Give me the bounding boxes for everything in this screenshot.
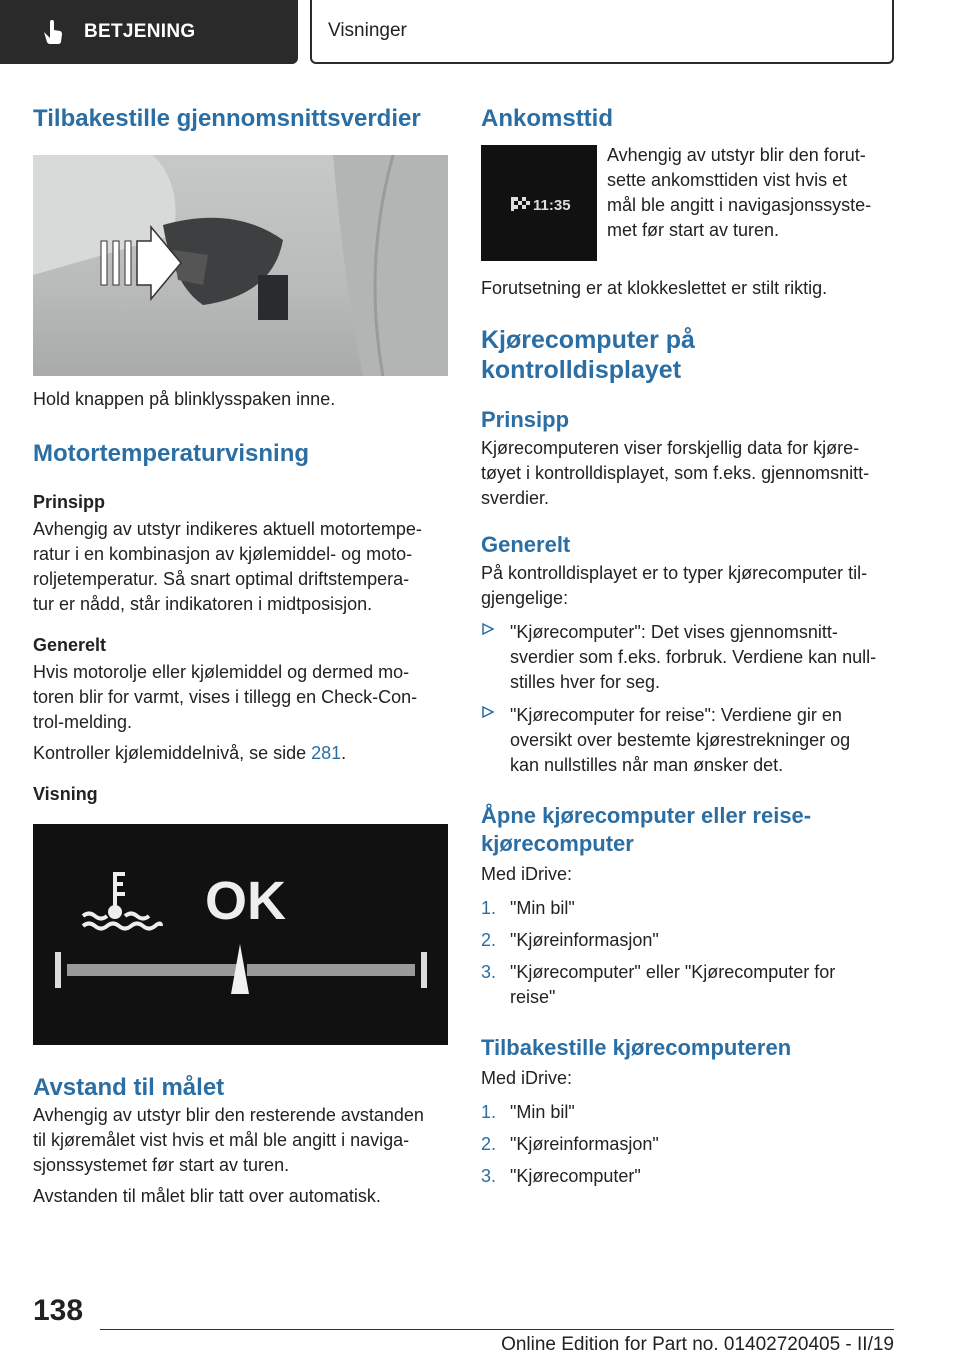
right-column	[481, 96, 896, 1189]
hold-button-text: Hold knappen på blinklysspaken inne.	[33, 389, 336, 409]
steering-stalk-image	[33, 155, 448, 376]
left-column	[33, 96, 448, 1209]
open-steps-list	[481, 896, 896, 1010]
heading-reset-trip-computer: Tilbakestille kjørecomputeren	[481, 1035, 792, 1060]
footer-divider	[100, 1329, 894, 1330]
page-link[interactable]: 281	[311, 743, 342, 763]
principle-text: Avhengig av utstyr indikeres aktuell motortempe- ratur i en kombinasjon av kjølemiddel- og moto- roljetemperatur. Så snart optimal driftstempera- tur er nådd, står indikatoren i midtposisjon.	[33, 519, 422, 614]
idrive-label: Med iDrive:	[481, 864, 573, 884]
list-item: "Kjørecomputer": Det vises gjennomsnitt- sverdier som f.eks. forbruk. Verdiene kan null- stilles hver for seg.	[481, 620, 896, 695]
arrival-text: Avhengig av utstyr blir den forut- sette ankomsttiden vist hvis et mål ble angitt i navigasjonssyste- met før start av turen.	[607, 145, 872, 240]
edition-info: Online Edition for Part no. 01402720405 - II/19	[501, 1334, 894, 1355]
subheading-display: Visning	[33, 784, 98, 804]
subheading-general: Generelt	[33, 635, 107, 655]
list-item: 3. "Kjørecomputer"	[481, 1166, 641, 1186]
check-coolant-text: Kontroller kjølemiddelnivå, se side 281.	[33, 743, 347, 763]
heading-distance: Avstand til målet	[33, 1074, 225, 1101]
heading-reset-averages: Tilbakestille gjennomsnittsverdier	[33, 105, 421, 132]
heading-open-trip-computer: Åpne kjørecomputer eller reise- kjørecomputer	[481, 803, 812, 856]
list-item: 3. "Kjørecomputer" eller "Kjørecomputer for reise"	[481, 962, 836, 1007]
principle-text-right: Kjørecomputeren viser forskjellig data for kjøre- tøyet i kontrolldisplayet, som f.eks. gjennomsnitt- sverdier.	[481, 438, 870, 508]
arrival-block	[481, 145, 896, 263]
coolant-temperature-icon	[83, 872, 161, 929]
distance-auto-text: Avstanden til målet blir tatt over automatisk.	[33, 1186, 381, 1206]
page-number: 138	[33, 1294, 84, 1327]
ok-label: OK	[205, 871, 286, 931]
reset-steps-list	[481, 1100, 896, 1189]
trip-computer-types-list	[481, 620, 896, 778]
idrive-label-2: Med iDrive:	[481, 1068, 573, 1088]
subheading-general-right: Generelt	[481, 532, 571, 557]
chapter-tab	[310, 0, 894, 64]
heading-trip-computer: Kjørecomputer på kontrolldisplayet	[481, 326, 695, 384]
heading-engine-temp: Motortemperaturvisning	[33, 440, 310, 467]
subheading-principle: Prinsipp	[33, 492, 106, 512]
subheading-principle-right: Prinsipp	[481, 407, 570, 432]
flag-icon	[511, 197, 530, 211]
chapter-title: Visninger	[328, 20, 407, 41]
list-item: 1. "Min bil"	[481, 898, 575, 918]
clock-requirement-text: Forutsetning er at klokkeslettet er stilt riktig.	[481, 278, 828, 298]
general-text-right: På kontrolldisplayet er to typer kjørecomputer til- gjengelige:	[481, 563, 868, 608]
section-tab	[0, 0, 298, 64]
list-item: 1. "Min bil"	[481, 1102, 575, 1122]
triangle-bullet-icon	[482, 623, 494, 635]
temperature-display-image	[33, 824, 448, 1045]
list-item: 2. "Kjøreinformasjon"	[481, 1134, 659, 1154]
heading-arrival: Ankomsttid	[481, 105, 613, 132]
section-title: BETJENING	[84, 21, 196, 42]
hand-pointer-icon	[40, 18, 64, 46]
arrival-time-display	[481, 145, 597, 261]
list-item: "Kjørecomputer for reise": Verdiene gir en oversikt over bestemte kjørestrekninger og kan nullstilles når man ønsker det.	[481, 703, 896, 778]
list-item: 2. "Kjøreinformasjon"	[481, 930, 659, 950]
triangle-bullet-icon	[482, 706, 494, 718]
distance-text: Avhengig av utstyr blir den resterende avstanden til kjøremålet vist hvis et mål ble angitt i naviga- sjonssystemet før start av turen.	[33, 1105, 424, 1175]
general-text: Hvis motorolje eller kjølemiddel og dermed mo- toren blir for varmt, vises i tillegg en Check-Con- trol-melding.	[33, 662, 418, 732]
arrival-time: 11:35	[533, 197, 571, 214]
